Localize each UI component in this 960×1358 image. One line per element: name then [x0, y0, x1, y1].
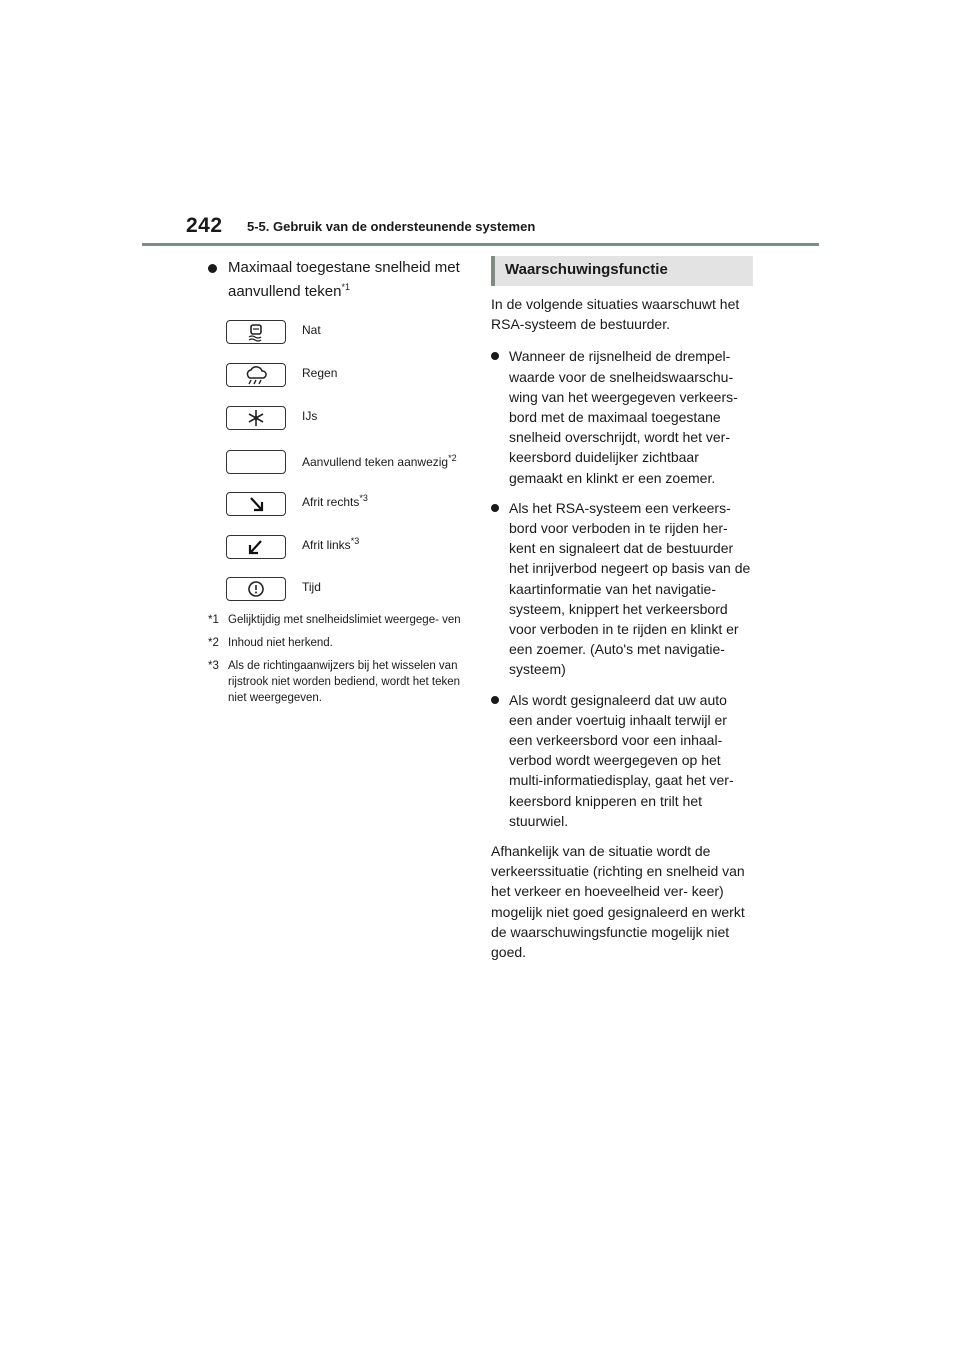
arrow-down-left-icon: [226, 535, 286, 559]
sign-row-ice: [226, 404, 486, 440]
footnote-mark: *3: [208, 660, 219, 672]
sign-label: Nat: [302, 323, 321, 337]
sign-row-additional: [226, 448, 486, 484]
warning-bullet: Als het RSA-systeem een verkeers- bord voor verboden in te rijden her- kent en signaleert dat de bestuurder het inrijverbod negeert op basis van de kaartinformatie van het navigatie- systeem, knippert het verkeersbord voor verboden in te rijden en klinkt er een zoemer. (Auto's met navigatie- systeem): [491, 498, 753, 680]
arrow-down-right-icon: [226, 492, 286, 516]
sign-row-time: [226, 575, 486, 611]
footnote-text: Als de richtingaanwijzers bij het wisselen van rijstrook niet worden bediend, wordt het teken niet weergegeven.: [228, 660, 461, 704]
footnote: [208, 612, 472, 628]
sign-label: Afrit links$^{*3}$: [302, 536, 360, 552]
footnote-mark: *1: [208, 614, 219, 626]
right-column: [491, 256, 753, 962]
wet-road-icon: [226, 320, 286, 344]
footnotes: [208, 612, 472, 713]
footnote-mark: *2: [208, 637, 219, 649]
sign-row-exit-left: [226, 533, 486, 569]
footnote-text: Gelijktijdig met snelheidslimiet weergege- ven: [228, 614, 461, 626]
footnote: [208, 635, 472, 651]
header-rule: [142, 243, 819, 246]
bullet-sup: *1: [341, 282, 350, 292]
footnote-text: Inhoud niet herkend.: [228, 637, 333, 649]
closing-paragraph: Afhankelijk van de situatie wordt de verkeerssituatie (richting en snelheid van het verkeer en hoeveelheid ver- keer) mogelijk niet goed gesignaleerd en werkt de waarschuwingsfunctie mogelijk niet goed.: [491, 843, 745, 961]
section-title: 5-5. Gebruik van de ondersteunende systemen: [247, 219, 536, 234]
bullet-dot: [208, 264, 217, 273]
bullet-dot: [491, 696, 499, 704]
sign-label: Afrit rechts$^{*3}$: [302, 493, 368, 509]
intro-paragraph: In de volgende situaties waarschuwt het RSA-systeem de bestuurder.: [491, 296, 740, 333]
rain-cloud-icon: [226, 363, 286, 387]
bullet-text: Maximaal toegestane snelheid met aanvullend teken: [228, 259, 460, 300]
warning-bullet: Als wordt gesignaleerd dat uw auto een ander voertuig inhaalt terwijl er een verkeersbord voor een inhaal- verbod wordt weergegeven op het multi-informatiedisplay, gaat het ver- keersbord knipperen en trilt het stuurwiel.: [491, 690, 753, 831]
snowflake-icon: [226, 406, 286, 430]
sign-label: Tijd: [302, 580, 321, 594]
clock-icon: [226, 577, 286, 601]
speed-limit-bullet: [208, 256, 472, 304]
sign-label: Regen: [302, 366, 338, 380]
section-heading-text: Waarschuwingsfunctie: [505, 261, 668, 278]
sign-row-wet: [226, 318, 486, 354]
section-heading: [491, 256, 753, 286]
sign-label: Aanvullend teken aanwezig$^{*2}$: [302, 453, 457, 469]
bullet-dot: [491, 504, 499, 512]
page-number: 242: [186, 214, 223, 237]
sign-row-rain: [226, 361, 486, 397]
left-column: [208, 256, 472, 704]
sign-row-exit-right: [226, 490, 486, 526]
bullet-dot: [491, 352, 499, 360]
warning-bullet: Wanneer de rijsnelheid de drempel- waarde voor de snelheidswaarschu- wing van het weergegeven verkeers- bord met de maximaal toegestane snelheid overschrijdt, wordt het ver- keersbord duidelijker zichtbaar gemaakt en klinkt er een zoemer.: [491, 346, 753, 487]
sign-label: IJs: [302, 409, 318, 423]
footnote: [208, 658, 472, 706]
blank-sign-icon: [226, 450, 286, 474]
